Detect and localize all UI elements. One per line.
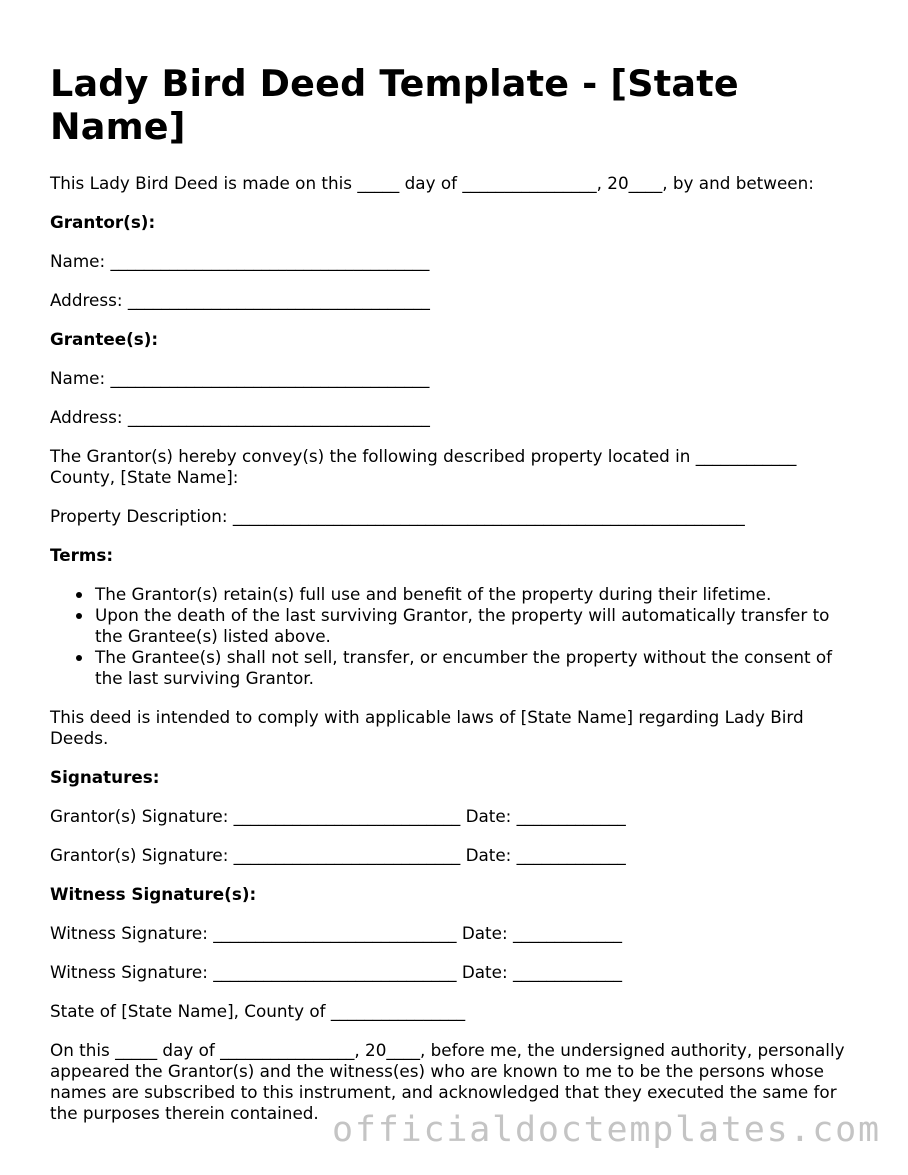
- state-county-field: State of [State Name], County of ________________: [50, 1001, 466, 1021]
- grantor-heading: Grantor(s):: [50, 212, 156, 232]
- list-item: The Grantor(s) retain(s) full use and benefit of the property during their lifetime.: [50, 584, 860, 605]
- terms-list: [50, 584, 860, 689]
- witness-signature-line: Witness Signature: _____________________________ Date: _____________: [50, 923, 623, 943]
- intro-paragraph: This Lady Bird Deed is made on this _____ day of ________________, 20____, by and between:: [50, 173, 814, 193]
- terms-heading: Terms:: [50, 545, 114, 565]
- page-title: Lady Bird Deed Template - [State Name]: [50, 62, 739, 148]
- grantor-signature-line: Grantor(s) Signature: ___________________________ Date: _____________: [50, 845, 626, 865]
- grantor-address-field: Address: ____________________________________: [50, 290, 430, 310]
- property-description-field: Property Description: _____________________________________________________________: [50, 506, 745, 526]
- grantor-signature-line: Grantor(s) Signature: ___________________________ Date: _____________: [50, 806, 626, 826]
- grantee-heading: Grantee(s):: [50, 329, 159, 349]
- witness-signature-line: Witness Signature: _____________________________ Date: _____________: [50, 962, 623, 982]
- convey-paragraph: The Grantor(s) hereby convey(s) the following described property located in ____________ County, [State Name]:: [50, 446, 797, 487]
- grantor-name-field: Name: ______________________________________: [50, 251, 430, 271]
- list-item: Upon the death of the last surviving Grantor, the property will automatically transfer to the Grantee(s) listed above.: [50, 605, 860, 647]
- grantee-address-field: Address: ____________________________________: [50, 407, 430, 427]
- signatures-heading: Signatures:: [50, 767, 160, 787]
- grantee-name-field: Name: ______________________________________: [50, 368, 430, 388]
- document-page: [50, 62, 870, 1123]
- list-item: The Grantee(s) shall not sell, transfer, or encumber the property without the consent of the last surviving Grantor.: [50, 647, 860, 689]
- comply-paragraph: This deed is intended to comply with applicable laws of [State Name] regarding Lady Bird Deeds.: [50, 707, 804, 748]
- notary-paragraph: On this _____ day of ________________, 20____, before me, the undersigned authority, personally appeared the Grantor(s) and the witness(es) who are known to me to be the persons whose names are subscribed to this instrument, and acknowledged that they executed the same for the purposes therein contained.: [50, 1040, 845, 1123]
- watermark: officialdoctemplates.com: [332, 1110, 881, 1150]
- witness-heading: Witness Signature(s):: [50, 884, 257, 904]
